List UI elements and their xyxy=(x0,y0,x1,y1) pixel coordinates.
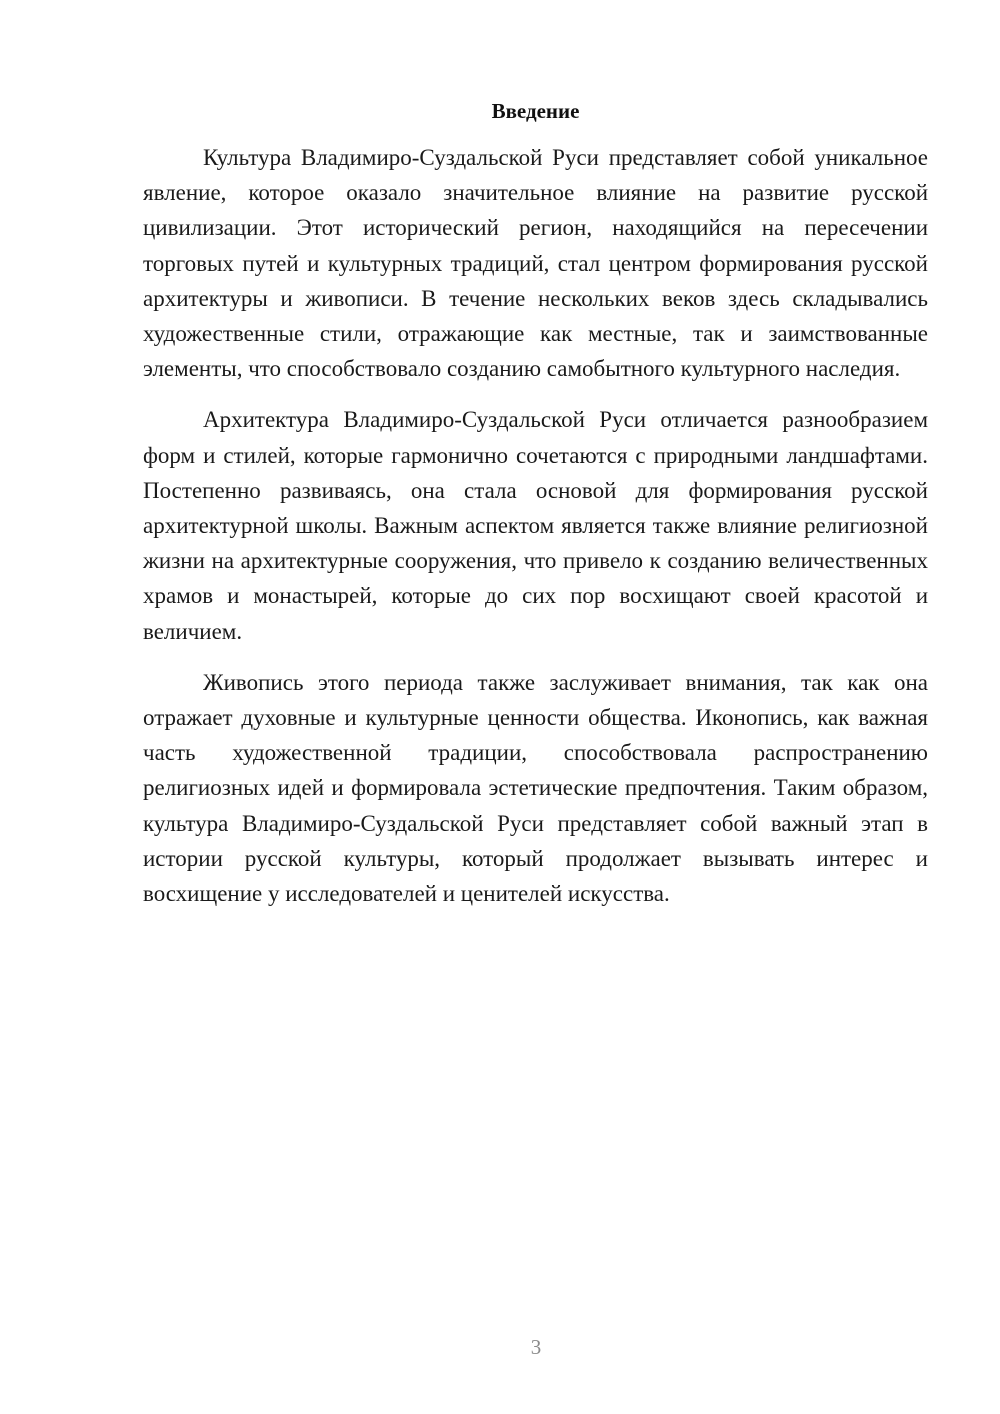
section-heading: Введение xyxy=(491,99,580,123)
page-content xyxy=(143,96,928,911)
paragraph-culture-intro: Культура Владимиро-Суздальской Руси представляет собой уникальное явление, которое оказало значительное влияние на развитие русской цивилизации. Этот исторический регион, находящийся на пересечении торговых путей и культурных традиций, стал центром формирования русской архитектуры и живописи. В течение нескольких веков здесь складывались художественные стили, отражающие как местные, так и заимствованные элементы, что способствовало созданию самобытного культурного наследия. xyxy=(143,145,928,382)
page-number: 3 xyxy=(530,1335,542,1359)
paragraph-painting: Живопись этого периода также заслуживает внимания, так как она отражает духовные и культурные ценности общества. Иконопись, как важная часть художественной традиции, способствовала распространению религиозных идей и формировала эстетические предпочтения. Таким образом, культура Владимиро-Суздальской Руси представляет собой важный этап в истории русской культуры, который продолжает вызывать интерес и восхищение у исследователей и ценителей искусства. xyxy=(143,669,928,907)
paragraph-architecture: Архитектура Владимиро-Суздальской Руси отличается разнообразием форм и стилей, которые гармонично сочетаются с природными ландшафтами. Постепенно развиваясь, она стала основой для формирования русской архитектурной школы. Важным аспектом является также влияние религиозной жизни на архитектурные сооружения, что привело к созданию величественных храмов и монастырей, которые до сих пор восхищают своей красотой и величием. xyxy=(143,407,928,644)
